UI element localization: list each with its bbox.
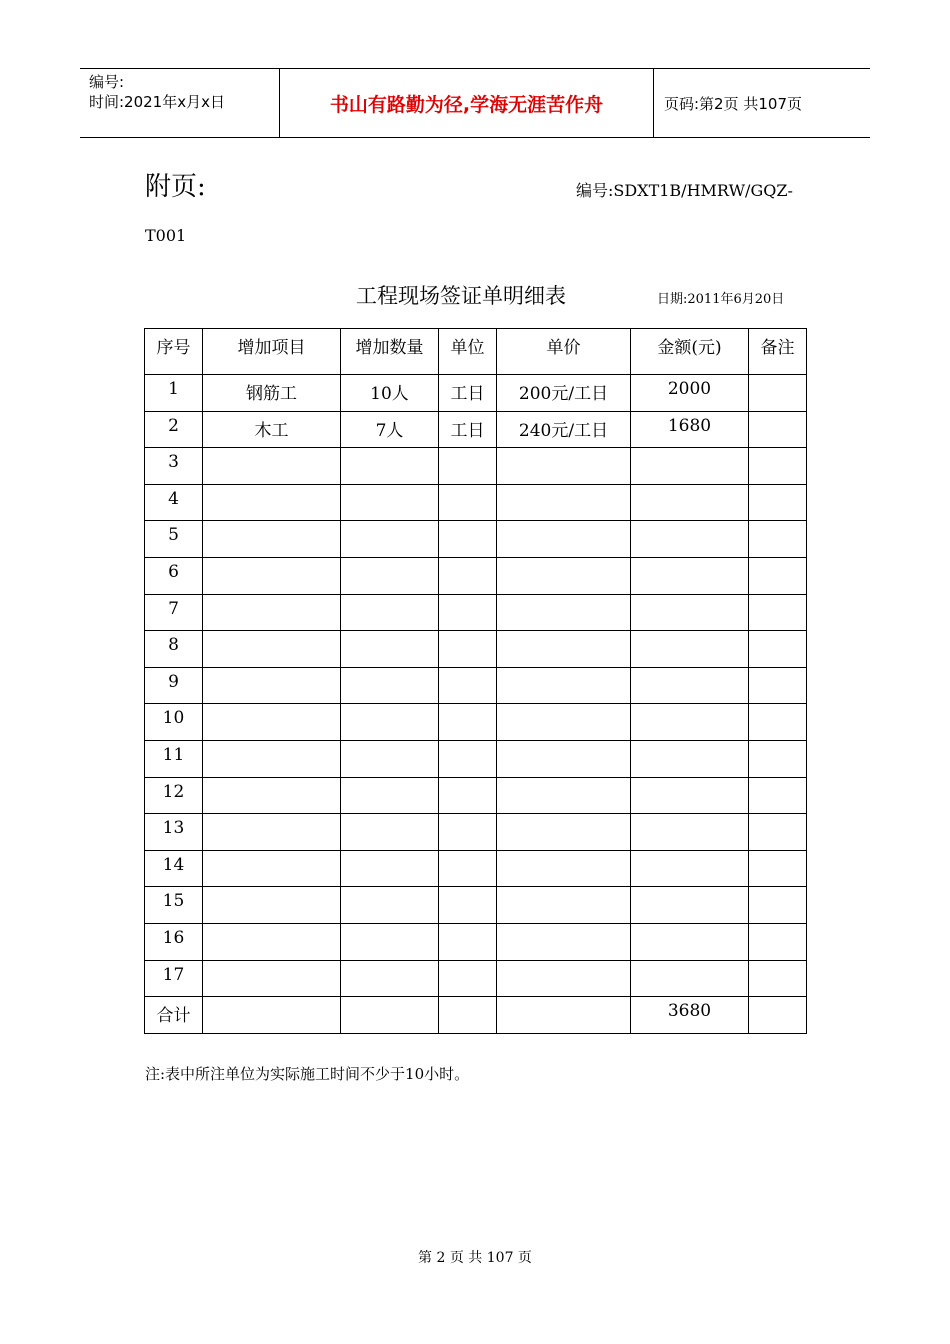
table-cell-unit — [439, 704, 497, 741]
table-cell-index: 16 — [145, 923, 203, 960]
table-cell-remark — [749, 631, 807, 668]
table-cell-unit-price — [497, 740, 631, 777]
table-cell-index: 10 — [145, 704, 203, 741]
table-cell-quantity — [341, 704, 439, 741]
table-cell-index: 2 — [145, 411, 203, 448]
table-cell-amount: 2000 — [631, 375, 749, 412]
table-cell-unit — [439, 850, 497, 887]
table-cell-unit — [439, 997, 497, 1034]
table-row — [145, 923, 807, 960]
table-cell-unit — [439, 594, 497, 631]
table-cell-amount — [631, 887, 749, 924]
table-cell-unit-price — [497, 448, 631, 485]
table-cell-item — [203, 594, 341, 631]
table-cell-unit — [439, 887, 497, 924]
table-cell-amount — [631, 740, 749, 777]
table-cell-item — [203, 557, 341, 594]
table-cell-item — [203, 484, 341, 521]
table-cell-unit-price — [497, 594, 631, 631]
table-cell-remark — [749, 923, 807, 960]
header-meta — [80, 69, 280, 137]
table-cell-index: 9 — [145, 667, 203, 704]
table-row — [145, 704, 807, 741]
table-row — [145, 740, 807, 777]
table-cell-quantity — [341, 887, 439, 924]
table-cell-item — [203, 777, 341, 814]
detail-table — [144, 328, 807, 1034]
page-header — [80, 68, 870, 138]
table-row — [145, 594, 807, 631]
table-cell-item — [203, 631, 341, 668]
table-cell-index: 17 — [145, 960, 203, 997]
table-row — [145, 411, 807, 448]
table-cell-unit — [439, 557, 497, 594]
table-note: 注:表中所注单位为实际施工时间不少于10小时。 — [145, 1065, 470, 1083]
table-cell-remark — [749, 484, 807, 521]
table-cell-remark — [749, 997, 807, 1034]
table-cell-amount — [631, 850, 749, 887]
table-cell-amount — [631, 923, 749, 960]
table-cell-unit-price — [497, 631, 631, 668]
table-cell-item: 钢筋工 — [203, 375, 341, 412]
page-footer: 第 2 页 共 107 页 — [418, 1250, 532, 1266]
table-cell-quantity: 7人 — [341, 411, 439, 448]
table-cell-item — [203, 667, 341, 704]
table-cell-item — [203, 448, 341, 485]
table-body — [145, 375, 807, 1034]
table-cell-amount — [631, 814, 749, 851]
table-cell-amount: 3680 — [631, 997, 749, 1034]
table-cell-unit-price — [497, 557, 631, 594]
table-cell-unit-price — [497, 704, 631, 741]
table-cell-item — [203, 740, 341, 777]
table-cell-quantity — [341, 740, 439, 777]
table-cell-remark — [749, 667, 807, 704]
table-row — [145, 557, 807, 594]
table-cell-quantity — [341, 777, 439, 814]
appendix-title: 附页: — [145, 172, 206, 202]
table-cell-unit-price — [497, 814, 631, 851]
table-cell-amount — [631, 521, 749, 558]
table-cell-quantity — [341, 667, 439, 704]
table-cell-index: 1 — [145, 375, 203, 412]
table-row — [145, 997, 807, 1034]
table-cell-amount — [631, 631, 749, 668]
header-cell-remark: 备注 — [749, 329, 807, 375]
table-row — [145, 814, 807, 851]
table-cell-unit — [439, 777, 497, 814]
table-header-row — [145, 329, 807, 375]
table-cell-quantity — [341, 448, 439, 485]
table-cell-amount — [631, 557, 749, 594]
table-cell-quantity — [341, 521, 439, 558]
table-cell-item — [203, 850, 341, 887]
table-cell-remark — [749, 375, 807, 412]
table-row — [145, 887, 807, 924]
table-cell-unit — [439, 814, 497, 851]
table-cell-item: 木工 — [203, 411, 341, 448]
table-cell-index: 13 — [145, 814, 203, 851]
table-cell-unit — [439, 448, 497, 485]
table-cell-amount — [631, 704, 749, 741]
table-cell-remark — [749, 557, 807, 594]
table-cell-index: 6 — [145, 557, 203, 594]
table-cell-quantity — [341, 814, 439, 851]
table-cell-unit: 工日 — [439, 375, 497, 412]
table-row — [145, 521, 807, 558]
table-cell-amount — [631, 960, 749, 997]
table-cell-unit: 工日 — [439, 411, 497, 448]
header-cell-unit-price: 单价 — [497, 329, 631, 375]
table-cell-unit-price — [497, 667, 631, 704]
table-cell-quantity — [341, 923, 439, 960]
table-cell-amount — [631, 667, 749, 704]
table-row — [145, 777, 807, 814]
table-cell-unit-price — [497, 887, 631, 924]
table-cell-remark — [749, 777, 807, 814]
table-row — [145, 448, 807, 485]
table-cell-quantity — [341, 997, 439, 1034]
table-cell-remark — [749, 814, 807, 851]
table-cell-quantity — [341, 960, 439, 997]
table-cell-item — [203, 997, 341, 1034]
table-cell-unit — [439, 521, 497, 558]
table-cell-unit — [439, 484, 497, 521]
table-cell-unit-price — [497, 484, 631, 521]
document-code-continued: T001 — [145, 226, 187, 245]
table-cell-unit-price — [497, 997, 631, 1034]
header-cell-quantity: 增加数量 — [341, 329, 439, 375]
header-cell-unit: 单位 — [439, 329, 497, 375]
table-cell-index: 7 — [145, 594, 203, 631]
table-cell-index: 11 — [145, 740, 203, 777]
table-cell-item — [203, 923, 341, 960]
header-page-info: 页码:第2页 共107页 — [664, 94, 802, 113]
table-cell-amount — [631, 484, 749, 521]
table-cell-amount: 1680 — [631, 411, 749, 448]
table-cell-quantity — [341, 631, 439, 668]
table-cell-unit — [439, 740, 497, 777]
table-cell-index: 4 — [145, 484, 203, 521]
table-row — [145, 850, 807, 887]
table-cell-item — [203, 704, 341, 741]
table-cell-remark — [749, 521, 807, 558]
table-cell-unit-price — [497, 777, 631, 814]
table-cell-unit — [439, 631, 497, 668]
table-cell-amount — [631, 448, 749, 485]
table-cell-unit — [439, 923, 497, 960]
header-time-label: 时间:2021年x月x日 — [89, 93, 225, 111]
table-cell-index: 3 — [145, 448, 203, 485]
document-code: 编号:SDXT1B/HMRW/GQZ- — [576, 181, 793, 200]
table-cell-item — [203, 521, 341, 558]
table-date: 日期:2011年6月20日 — [657, 292, 785, 307]
table-cell-quantity — [341, 557, 439, 594]
table-cell-index: 15 — [145, 887, 203, 924]
table-cell-quantity — [341, 594, 439, 631]
table-cell-index: 合计 — [145, 997, 203, 1034]
header-cell-amount: 金额(元) — [631, 329, 749, 375]
table-cell-item — [203, 960, 341, 997]
table-cell-quantity: 10人 — [341, 375, 439, 412]
table-title: 工程现场签证单明细表 — [356, 284, 566, 308]
table-cell-remark — [749, 850, 807, 887]
table-cell-index: 8 — [145, 631, 203, 668]
table-cell-unit — [439, 960, 497, 997]
header-motto: 书山有路勤为径,学海无涯苦作舟 — [280, 69, 654, 137]
table-cell-quantity — [341, 850, 439, 887]
table-cell-index: 14 — [145, 850, 203, 887]
table-cell-unit-price — [497, 923, 631, 960]
header-cell-index: 序号 — [145, 329, 203, 375]
table-row — [145, 960, 807, 997]
table-cell-unit-price: 200元/工日 — [497, 375, 631, 412]
table-row — [145, 631, 807, 668]
table-cell-remark — [749, 740, 807, 777]
table-cell-unit-price — [497, 521, 631, 558]
table-cell-unit-price — [497, 960, 631, 997]
table-cell-amount — [631, 777, 749, 814]
table-cell-remark — [749, 887, 807, 924]
table-row — [145, 375, 807, 412]
header-cell-item: 增加项目 — [203, 329, 341, 375]
table-cell-unit-price — [497, 850, 631, 887]
table-cell-unit — [439, 667, 497, 704]
table-row — [145, 667, 807, 704]
table-cell-remark — [749, 704, 807, 741]
table-cell-unit-price: 240元/工日 — [497, 411, 631, 448]
table-cell-remark — [749, 448, 807, 485]
table-cell-quantity — [341, 484, 439, 521]
table-cell-item — [203, 814, 341, 851]
table-cell-amount — [631, 594, 749, 631]
table-cell-item — [203, 887, 341, 924]
table-row — [145, 484, 807, 521]
table-cell-index: 5 — [145, 521, 203, 558]
table-cell-remark — [749, 411, 807, 448]
table-cell-index: 12 — [145, 777, 203, 814]
table-cell-remark — [749, 594, 807, 631]
table-cell-remark — [749, 960, 807, 997]
header-number-label: 编号: — [89, 73, 125, 91]
